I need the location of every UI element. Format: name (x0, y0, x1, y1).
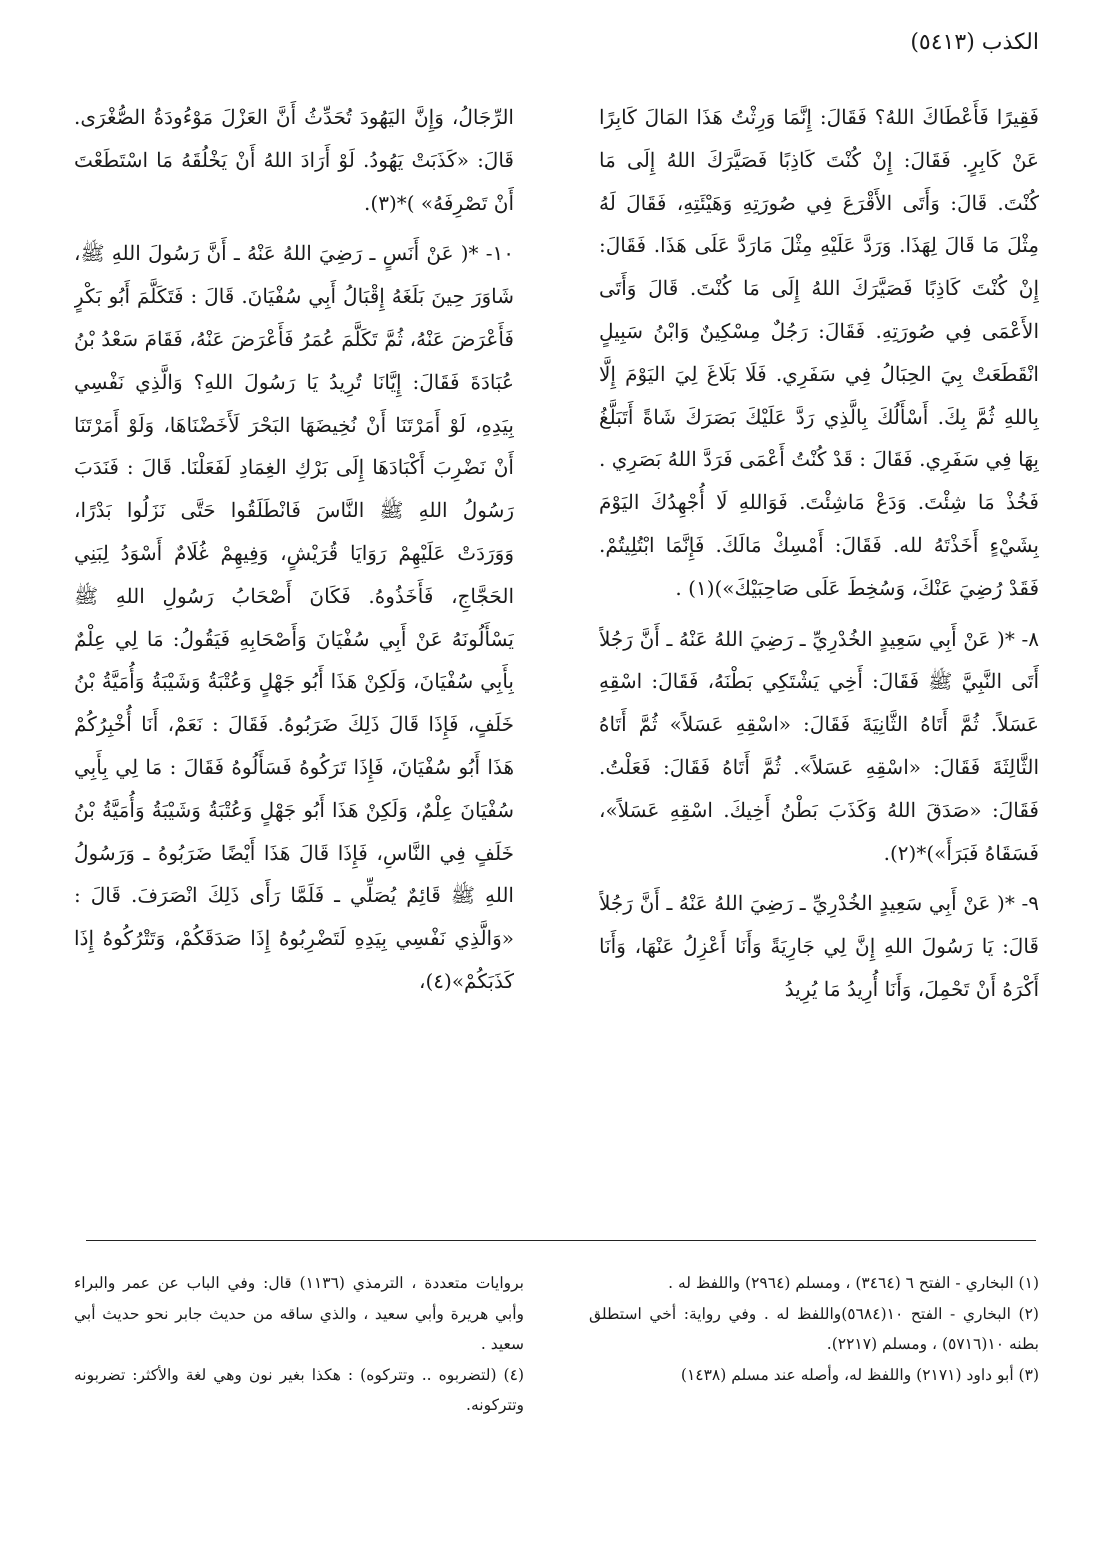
right-column (599, 96, 1039, 1201)
footnotes (74, 1268, 1039, 1508)
footnote-4: (٤) (لتضربوه .. وتتركوه) : هكذا بغير نون وهي لغة والأكثر: تضربونه وتتركونه. (74, 1365, 524, 1414)
footnotes-right-column (589, 1268, 1039, 1390)
footnote-continuation: بروايات متعددة ، الترمذي (١١٣٦) قال: وفي الباب عن عمر والبراء وأبي هريرة وأبي سعيد ، والذي ساقه من حديث جابر نحو حديث أبي سعيد . (74, 1274, 524, 1353)
footnote-2: (٢) البخاري - الفتح ١٠(٥٦٨٤)واللفظ له . وفي رواية: أخي استطلق بطنه ١٠(٥٧١٦) ، ومسلم (٢٢١٧). (589, 1304, 1039, 1353)
footnote-divider (86, 1240, 1036, 1241)
paragraph-hadith-7-end: فَقِيرًا فَأَعْطَاكَ اللهُ؟ فَقَالَ: إِنَّمَا وَرِثْتُ هَذَا المَالَ كَابِرًا عَنْ كَابِرٍ. فَقَالَ: إِنْ كُنْتَ كَاذِبًا فَصَيَّرَكَ اللهُ إِلَى مَا كُنْتَ. قَالَ: وَأَتَى الأَقْرَعَ فِي صُورَتِهِ وَهَيْئَتِهِ، فَقَالَ لَهُ مِثْلَ مَا قَالَ لِهَذَا. وَرَدَّ عَلَيْهِ مِثْلَ مَارَدَّ عَلَى هَذَا. فَقَالَ: إِنْ كُنْتَ كَاذِبًا فَصَيَّرَكَ اللهُ إِلَى مَا كُنْتَ. قَالَ وَأَتَى الأَعْمَى فِي صُورَتِهِ. فَقَالَ: رَجُلٌ مِسْكِينٌ وَابْنُ سَبِيلٍ انْقَطَعَتْ بِيَ الحِبَالُ فِي سَفَرِي. فَلَا بَلَاغَ لِيَ اليَوْمَ إِلَّا بِاللهِ ثُمَّ بِكَ. أَسْأَلُكَ بِالَّذِي رَدَّ عَلَيْكَ بَصَرَكَ شَاةً أَتَبَلَّغُ بِهَا فِي سَفَرِي. فَقَالَ : قَدْ كُنْتُ أَعْمَى فَرَدَّ اللهُ بَصَرِي . فَخُذْ مَا شِئْتَ. وَدَعْ مَاشِئْتَ. فَوَاللهِ لَا أُجْهِدُكَ اليَوْمَ بِشَيْءٍ أَخَذْتَهُ لله. فَقَالَ: أَمْسِكْ مَالَكَ. فَإِنَّمَا ابْتُلِيتُمْ. فَقَدْ رُضِيَ عَنْكَ، وَسُخِطَ عَلَى صَاحِبَيْكَ»)(١) . (599, 105, 1039, 600)
footnote-3: (٣) أبو داود (٢١٧١) واللفظ له، وأصله عند مسلم (١٤٣٨) (680, 1365, 1039, 1384)
footnotes-left-column (74, 1268, 524, 1421)
footnote-1: (١) البخاري - الفتح ٦ (٣٤٦٤) ، ومسلم (٢٩٦٤) واللفظ له . (668, 1274, 1039, 1292)
paragraph-hadith-10: ١٠- *( عَنْ أَنَسٍ ـ رَضِيَ اللهُ عَنْهُ ـ أَنَّ رَسُولَ اللهِ ﷺ، شَاوَرَ حِينَ بَلَغَهُ إِقْبَالُ أَبِي سُفْيَانَ. قَالَ : فَتَكَلَّمَ أَبُو بَكْرٍ فَأَعْرَضَ عَنْهُ، ثُمَّ تَكَلَّمَ عُمَرُ فَأَعْرَضَ عَنْهُ، فَقَامَ سَعْدُ بْنُ عُبَادَةَ فَقَالَ: إِيَّانَا تُرِيدُ يَا رَسُولَ اللهِ؟ وَالَّذِي نَفْسِي بِيَدِهِ، لَوْ أَمَرْتَنَا أَنْ نُخِيضَهَا البَحْرَ لَأَخَضْنَاهَا، وَلَوْ أَمَرْتَنَا أَنْ نَضْرِبَ أَكْبَادَهَا إِلَى بَرْكِ الغِمَادِ لَفَعَلْنَا. قَالَ : فَنَدَبَ رَسُولُ اللهِ ﷺ النَّاسَ فَانْطَلَقُوا حَتَّى نَزَلُوا بَدْرًا، وَوَرَدَتْ عَلَيْهِمْ رَوَايَا قُرَيْشٍ، وَفِيهِمْ غُلَامٌ أَسْوَدُ لِبَنِي الحَجَّاجِ، فَأَخَذُوهُ. فَكَانَ أَصْحَابُ رَسُولِ اللهِ ﷺ يَسْأَلُونَهُ عَنْ أَبِي سُفْيَانَ وَأَصْحَابِهِ فَيَقُولُ: مَا لِي عِلْمٌ بِأَبِي سُفْيَانَ، وَلَكِنْ هَذَا أَبُو جَهْلٍ وَعُتْبَةُ وَشَيْبَةُ وَأُمَيَّةُ بْنُ خَلَفٍ، فَإِذَا قَالَ ذَلِكَ ضَرَبُوهُ. فَقَالَ : نَعَمْ، أَنَا أُخْبِرُكُمْ هَذَا أَبُو سُفْيَانَ، فَإِذَا تَرَكُوهُ فَسَأَلُوهُ فَقَالَ : مَا لِي بِأَبِي سُفْيَانَ عِلْمٌ، وَلَكِنْ هَذَا أَبُو جَهْلٍ وَعُتْبَةُ وَشَيْبَةُ وَأُمَيَّةُ بْنُ خَلَفٍ فِي النَّاسِ، فَإِذَا قَالَ هَذَا أَيْضًا ضَرَبُوهُ ـ وَرَسُولُ اللهِ ﷺ قَائِمٌ يُصَلِّي ـ فَلَمَّا رَأَى ذَلِكَ انْصَرَفَ. قَالَ : «وَالَّذِي نَفْسِي بِيَدِهِ لَتَضْرِبُوهُ إِذَا صَدَقَكُمْ، وَتَتْرُكُوهُ إِذَا كَذَبَكُمْ»(٤)، (74, 241, 514, 993)
paragraph-hadith-9-end: الرِّجَالُ، وَإِنَّ اليَهُودَ تُحَدِّثُ أَنَّ العَزْلَ مَوْءُودَةُ الصُّغْرَى. قَالَ: «كَذَبَتْ يَهُودُ. لَوْ أَرَادَ اللهُ أَنْ يَخْلُقَهُ مَا اسْتَطَعْتَ أَنْ تَصْرِفَهُ» )*(٣). (74, 105, 514, 215)
left-column (74, 96, 514, 1201)
page-header: الكذب (٥٤١٣) (910, 30, 1039, 55)
paragraph-hadith-9: ٩- *( عَنْ أَبِي سَعِيدٍ الخُدْرِيِّ ـ رَضِيَ اللهُ عَنْهُ ـ أَنَّ رَجُلاً قَالَ: يَا رَسُولَ اللهِ إِنَّ لِي جَارِيَةً وَأَنَا أَعْزِلُ عَنْهَا، وَأَنَا أَكْرَهُ أَنْ تَحْمِلَ، وَأَنَا أُرِيدُ مَا يُرِيدُ (599, 891, 1039, 1001)
main-text (74, 96, 1039, 1201)
paragraph-hadith-8: ٨- *( عَنْ أَبِي سَعِيدٍ الخُدْرِيِّ ـ رَضِيَ اللهُ عَنْهُ ـ أَنَّ رَجُلاً أَتَى النَّبِيَّ ﷺ فَقَالَ: أَخِي يَشْتَكِي بَطْنَهُ، فَقَالَ: اسْقِهِ عَسَلاً. ثُمَّ أَتَاهُ الثَّانِيَةَ فَقَالَ: «اسْقِهِ عَسَلاً» ثُمَّ أَتَاهُ الثَّالِثَةَ فَقَالَ: «اسْقِهِ عَسَلاً». ثُمَّ أَتَاهُ فَقَالَ: فَعَلْتُ. فَقَالَ: «صَدَقَ اللهُ وَكَذَبَ بَطْنُ أَخِيكَ. اسْقِهِ عَسَلاً»، فَسَقَاهُ فَبَرَأَ»)*(٢). (599, 626, 1039, 865)
